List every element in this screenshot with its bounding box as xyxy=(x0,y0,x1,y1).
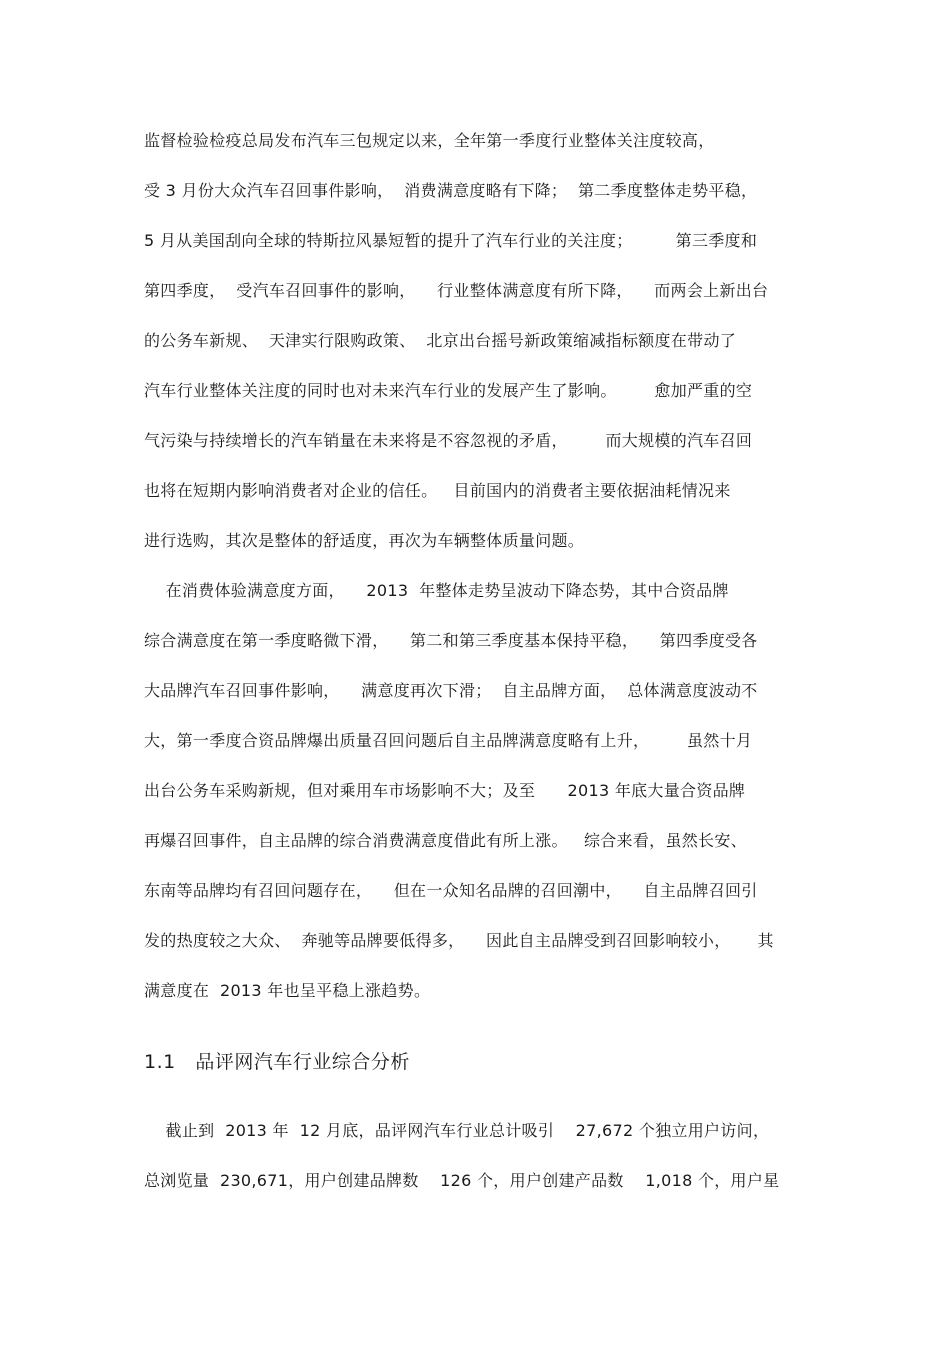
text-line: 汽车行业整体关注度的同时也对未来汽车行业的发展产生了影响。 愈加严重的空 xyxy=(144,381,753,400)
text-line: 再爆召回事件，自主品牌的综合消费满意度借此有所上涨。 综合来看，虽然长安、 xyxy=(144,831,747,850)
text-line: 5 月从美国刮向全球的特斯拉风暴短暂的提升了汽车行业的关注度； 第三季度和 xyxy=(144,231,758,250)
text-line: 受 3 月份大众汽车召回事件影响， 消费满意度略有下降； 第二季度整体走势平稳， xyxy=(144,181,758,200)
section-heading: 1.1 品评网汽车行业综合分析 xyxy=(144,1051,410,1073)
text-line: 在消费体验满意度方面， 2013 年整体走势呈波动下降态势，其中合资品牌 xyxy=(144,581,729,600)
text-line: 发的热度较之大众、 奔驰等品牌要低得多， 因此自主品牌受到召回影响较小， 其 xyxy=(144,931,774,950)
text-line: 大品牌汽车召回事件影响， 满意度再次下滑； 自主品牌方面， 总体满意度波动不 xyxy=(144,681,758,700)
text-line: 截止到 2013 年 12 月底，品评网汽车行业总计吸引 27,672 个独立用户访问， xyxy=(144,1121,770,1140)
text-line: 综合满意度在第一季度略微下滑， 第二和第三季度基本保持平稳， 第四季度受各 xyxy=(144,631,758,650)
text-line: 总浏览量 230,671，用户创建品牌数 126 个，用户创建产品数 1,018 个，用户星 xyxy=(144,1171,780,1190)
text-line: 气污染与持续增长的汽车销量在未来将是不容忽视的矛盾， 而大规模的汽车召回 xyxy=(144,431,753,450)
text-line: 满意度在 2013 年也呈平稳上涨趋势。 xyxy=(144,981,431,1000)
text-line: 第四季度， 受汽车召回事件的影响， 行业整体满意度有所下降， 而两会上新出台 xyxy=(144,281,769,300)
text-line: 东南等品牌均有召回问题存在， 但在一众知名品牌的召回潮中， 自主品牌召回引 xyxy=(144,881,758,900)
text-line: 的公务车新规、 天津实行限购政策、 北京出台摇号新政策缩减指标额度在带动了 xyxy=(144,331,737,350)
text-line: 大，第一季度合资品牌爆出质量召回问题后自主品牌满意度略有上升， 虽然十月 xyxy=(144,731,753,750)
text-line: 也将在短期内影响消费者对企业的信任。 目前国内的消费者主要依据油耗情况来 xyxy=(144,481,731,500)
text-line: 监督检验检疫总局发布汽车三包规定以来，全年第一季度行业整体关注度较高， xyxy=(144,131,715,150)
text-line: 出台公务车采购新规，但对乘用车市场影响不大；及至 2013 年底大量合资品牌 xyxy=(144,781,746,800)
text-line: 进行选购，其次是整体的舒适度，再次为车辆整体质量问题。 xyxy=(144,531,585,550)
